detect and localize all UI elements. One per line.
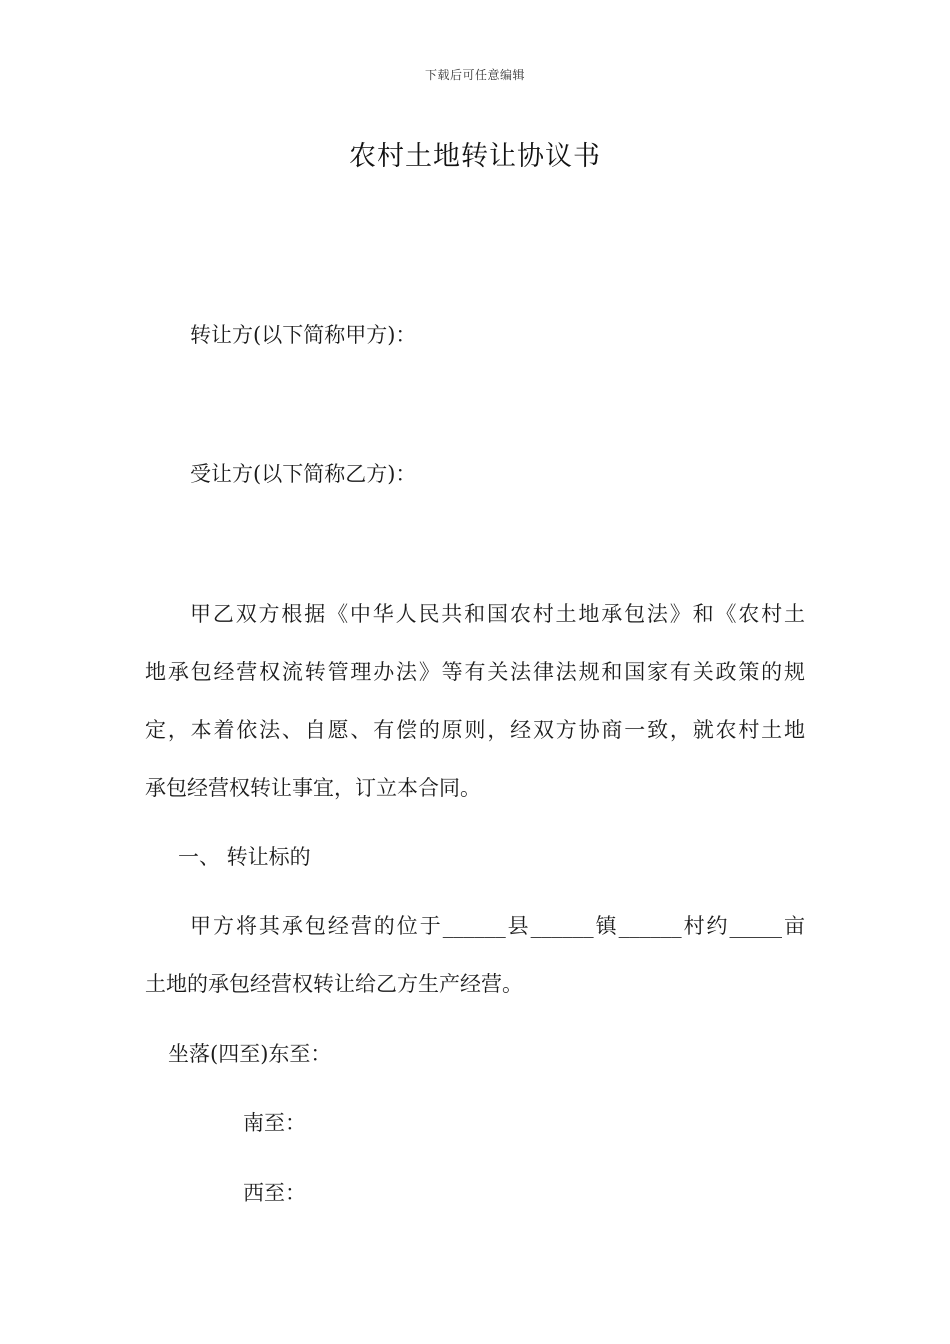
boundary-east: 坐落(四至)东至：: [168, 1042, 332, 1066]
section-1-line-1: 甲方将其承包经营的位于______县______镇______村约_____亩: [190, 914, 805, 938]
preamble-line-2: 地承包经营权流转管理办法》等有关法律法规和国家有关政策的规: [145, 660, 805, 684]
section-1-heading: 一、 转让标的: [178, 845, 311, 869]
party-b-label: 受让方(以下简称乙方)：: [190, 462, 417, 486]
preamble-line-4: 承包经营权转让事宜，订立本合同。: [145, 776, 481, 800]
section-1-line-2: 土地的承包经营权转让给乙方生产经营。: [145, 972, 523, 996]
party-a-label: 转让方(以下简称甲方)：: [190, 323, 417, 347]
boundary-south: 南至：: [243, 1111, 306, 1135]
preamble-line-1: 甲乙双方根据《中华人民共和国农村土地承包法》和《农村土: [190, 602, 805, 626]
preamble-line-3: 定，本着依法、自愿、有偿的原则，经双方协商一致，就农村土地: [145, 718, 805, 742]
header-note: 下载后可任意编辑: [424, 68, 525, 82]
boundary-west: 西至：: [243, 1181, 306, 1205]
document-title: 农村土地转让协议书: [349, 141, 601, 172]
